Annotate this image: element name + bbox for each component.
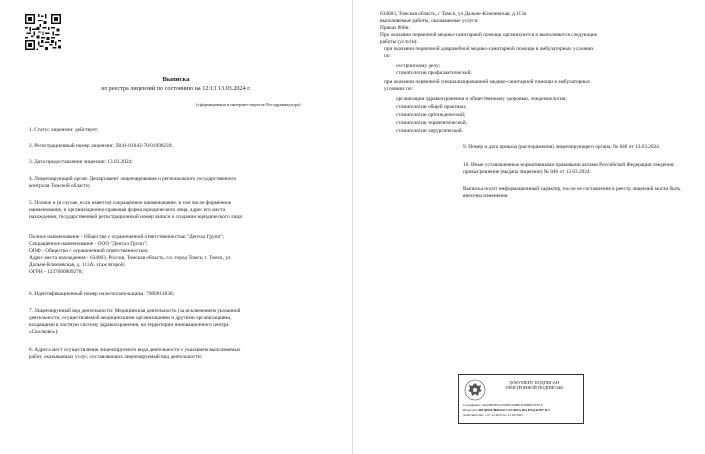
qr-code (25, 14, 61, 50)
item-7-activity-cont-2: входящими в частную систему здравоохранения, на территории инновационного центра (29, 322, 229, 328)
item-10-other-cont: приказ/решение (выдача лицензии) № 846 от 13.03.2024. (463, 169, 591, 175)
site-address: 634003, Томская область, г Томск, ул Дальне-Ключевская, д 113а (380, 11, 527, 17)
primary-care-intro-cont: работы (услуги): (380, 39, 418, 45)
item-5-heading-cont-1: наименование, и организационно-правовая форма юридического лица, адрес его места (29, 207, 226, 213)
portal-note: (сформирована в интернет-портале Росздравнадзора) (196, 102, 301, 107)
disclaimer-cont: внесены изменения. (463, 193, 509, 199)
emblem-icon (464, 379, 486, 401)
item-7-activity-cont-1: деятельности, осуществляемой медицинскими организациями и другими организациями, (29, 315, 232, 321)
item-4-authority-cont: контроля Томской области; (29, 183, 91, 189)
document-subtitle: из реестра лицензий по состоянию на 12:13 13.03.2024 г. (101, 85, 251, 92)
works-heading: выполняемые работы, оказываемые услуги: (380, 18, 479, 24)
prehospital-heading-cont: по: (384, 53, 391, 59)
item-6-inn: 6. Идентификационный номер налогоплательщика: 7000011830; (29, 291, 174, 297)
document-title: Выписка (162, 76, 190, 83)
stamp-owner: ФЕДЕРАЛЬНАЯ СЛУЖБА ПО НАДЗОРУ В С (478, 408, 551, 412)
disclaimer: Выписка носит информационный характер, после ее составления в реестр лицензий могли быть (463, 186, 681, 192)
stamp-title-line1: ДОКУМЕНТ ПОДПИСАН (508, 380, 560, 385)
item-9-order: 9. Номер и дата приказа (распоряжения) лицензирующего органа: № 846 от 13.03.2024. (463, 144, 661, 150)
service-healthcare-org: организации здравоохранения и общественному здоровью, эпидемиологии; (396, 96, 567, 102)
item-3-date: 3. Дата предоставления лицензии: 13.03.2024; (29, 159, 133, 165)
item-7-activity: 7. Лицензируемый вид деятельности: Медицинская деятельность (за исключением указанной (29, 308, 241, 314)
page-left (0, 0, 352, 454)
stamp-validity: Действителен: с 07.12.2023 по 01.03.2025 (463, 413, 523, 417)
full-name: Полное наименование - Общество с ограниченной ответственностью "Дентал Групп"; (29, 234, 224, 240)
service-prevention: стоматологии профилактической; (396, 70, 472, 76)
stamp-owner-row (463, 408, 551, 412)
order-866n: Приказ 866н: (380, 25, 410, 31)
item-10-other: 10. Иные установленные нормативными правовыми актами Российской Федерации сведения: (463, 162, 675, 168)
primary-care-intro: При оказании первичной медико-санитарной помощи организуются и выполняются следующие (380, 32, 598, 38)
stamp-title (489, 380, 579, 390)
prehospital-heading: при оказании первичной доврачебной медико-санитарной помощи в амбулаторных условиях (384, 46, 594, 52)
item-7-activity-cont-3: «Сколково»); (29, 329, 59, 335)
item-1-status: 1. Статус лицензии: действует; (29, 127, 99, 133)
item-8-addresses: 8. Адреса мест осуществления лицензируемого вида деятельности с указанием выполняемых (29, 347, 241, 353)
e-signature-stamp (458, 374, 584, 424)
item-8-addresses-cont: работ, оказываемых услуг, составляющих лицензируемый вид деятельности: (29, 354, 203, 360)
item-5-heading-cont-2: нахождения, государственный регистрационный номер записи о создании юридического лица: (29, 214, 244, 220)
address-cont: Дальне-Ключевская, д. 113А, этаж второй; (29, 262, 126, 268)
service-nursing: сестринскому делу; (396, 63, 441, 69)
item-4-authority: 4. Лицензирующий орган: Департамент лицензирования и регионального государственного (29, 176, 237, 182)
stamp-title-line2: ЭЛЕКТРОННОЙ ПОДПИСЬЮ (504, 385, 564, 390)
item-5-heading: 5. Полное и (в случае, если имеется) сокращённое наименование, в том числе фирменное (29, 200, 232, 206)
short-name: Сокращённое наименование - ООО "Дентал Групп"; (29, 241, 148, 247)
address: Адрес места нахождения - 634003, Россия, Томская область, г.о. город Томск, г. Томск, ул. (29, 255, 232, 261)
service-general-dentistry: стоматологии общей практики; (396, 104, 467, 110)
legal-form: ОПФ - Общество с ограниченной ответственностью; (29, 248, 149, 254)
service-surgical: стоматологии хирургической. (396, 128, 463, 134)
item-2-reg-number: 2. Регистрационный номер лицензии: Л041-01043-70/01090239; (29, 143, 173, 149)
ogrn: ОГРН - 1237000009278; (29, 269, 83, 275)
specialized-heading-cont: условиях по: (384, 86, 413, 92)
stamp-owner-label: Владелец: (463, 408, 478, 412)
specialized-heading: при оказании первичной специализированной медико-санитарной помощи в амбулаторных (384, 79, 591, 85)
stamp-certificate: Сертификат: 46A3695F522108BA5068E3CBBB25TEC0 (463, 403, 543, 407)
service-therapeutic: стоматологии терапевтической; (396, 120, 468, 126)
service-orthopedic: стоматологии ортопедической; (396, 112, 466, 118)
